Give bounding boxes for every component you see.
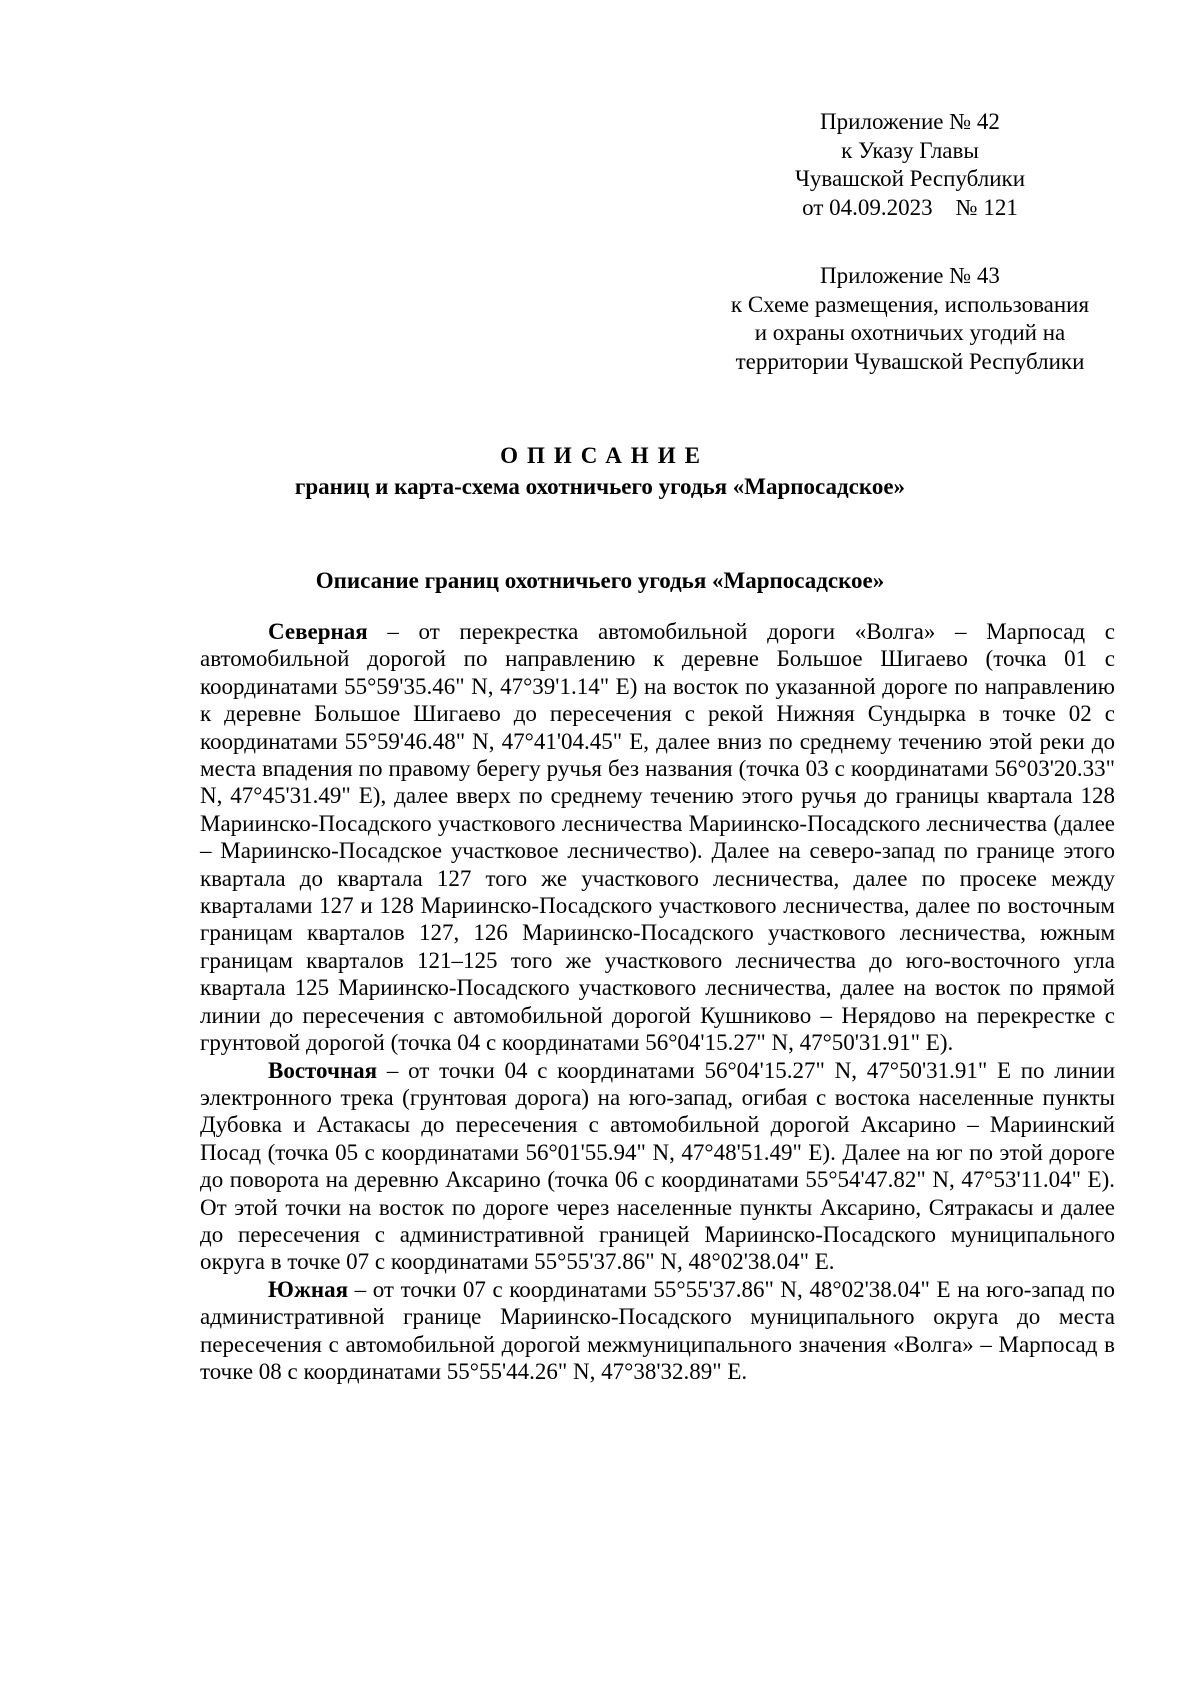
paragraph-south-text: – от точки 07 с координатами 55°55'37.86" N, 48°02'38.04" E на юго-запад по административной границе Мариинско-Посадского муниципального округа до места пересечения с автомобильной дорогой межмуниципального значения «Волга» – Марпосад в точке 08 с координатами 55°55'44.26" N, 47°38'32.89" E. <box>200 1276 1115 1384</box>
appendix-decree-reference <box>745 108 1075 222</box>
appendix-scheme-line-4: территории Чувашской Республики <box>735 348 1085 374</box>
appendix-decree-line-3: Чувашской Республики <box>794 166 1026 191</box>
appendix-decree-line-2: к Указу Главы <box>841 137 979 163</box>
paragraph-east-lead: Восточная <box>268 1057 378 1083</box>
boundary-description <box>200 618 1115 1385</box>
paragraph-south <box>200 1276 1115 1386</box>
paragraph-south-lead: Южная <box>268 1276 349 1302</box>
appendix-decree-line-4: от 04.09.2023 № 121 <box>802 194 1018 220</box>
paragraph-east <box>200 1057 1115 1276</box>
appendix-scheme-line-1: Приложение № 43 <box>820 263 1000 288</box>
document-title <box>190 440 1010 502</box>
appendix-decree-line-1: Приложение № 42 <box>820 109 1000 134</box>
paragraph-north-lead: Северная <box>268 619 368 644</box>
paragraph-east-text: – от точки 04 с координатами 56°04'15.27" N, 47°50'31.91" E по линии электронного трека (грунтовая дорога) на юго-запад, огибая с востока населенные пункты Дубовка и Астакасы до пересечения с автомобильной дорогой Аксарино – Мариинский Посад (точка 05 с координатами 56°01'55.94" N, 47°48'51.49" E). Далее на юг по этой дороге до поворота на деревню Аксарино (точка 06 с координатами 55°54'47.82" N, 47°53'11.04" E). От этой точки на восток по дороге через населенные пункты Аксарино, Сятракасы и далее до пересечения с административной границей Мариинско-Посадского муниципального округа в точке 07 с координатами 55°55'37.86" N, 48°02'38.04" E. <box>200 1057 1115 1275</box>
section-title: Описание границ охотничьего угодья «Марпосадское» <box>315 568 885 593</box>
paragraph-north-text: – от перекрестка автомобильной дороги «Волга» – Марпосад с автомобильной дорогой по направлению к деревне Большое Шигаево (точка 01 с координатами 55°59'35.46" N, 47°39'1.14" E) на восток по указанной дороге по направлению к деревне Большое Шигаево до пересечения с рекой Нижняя Сундырка в точке 02 с координатами 55°59'46.48" N, 47°41'04.45" E, далее вниз по среднему течению этой реки до места впадения по правому берегу ручья без названия (точка 03 с координатами 56°03'20.33" N, 47°45'31.49" E), далее вверх по среднему течению этого ручья до границы квартала 128 Мариинско-Посадского участкового лесничества Мариинско-Посадского лесничества (далее – Мариинско-Посадское участковое лесничество). Далее на северо-запад по границе этого квартала до квартала 127 того же участкового лесничества, далее по просеке между кварталами 127 и 128 Мариинско-Посадского участкового лесничества, далее по восточным границам кварталов 127, 126 Мариинско-Посадского участкового лесничества, южным границам кварталов 121–125 того же участкового лесничества до юго-восточного угла квартала 125 Мариинско-Посадского участкового лесничества, далее на восток по прямой линии до пересечения с автомобильной дорогой Кушниково – Нерядово на перекрестке с грунтовой дорогой (точка 04 с координатами 56°04'15.27" N, 47°50'31.91" E). <box>200 619 1115 1056</box>
appendix-scheme-line-3: и охраны охотничьих угодий на <box>754 320 1066 345</box>
title-subtitle: границ и карта-схема охотничьего угодья «Марпосадское» <box>294 474 906 499</box>
appendix-scheme-reference <box>680 262 1140 376</box>
title-main: ОПИСАНИЕ <box>500 443 709 468</box>
appendix-scheme-line-2: к Схеме размещения, использования <box>730 291 1090 317</box>
paragraph-north <box>200 618 1115 1057</box>
